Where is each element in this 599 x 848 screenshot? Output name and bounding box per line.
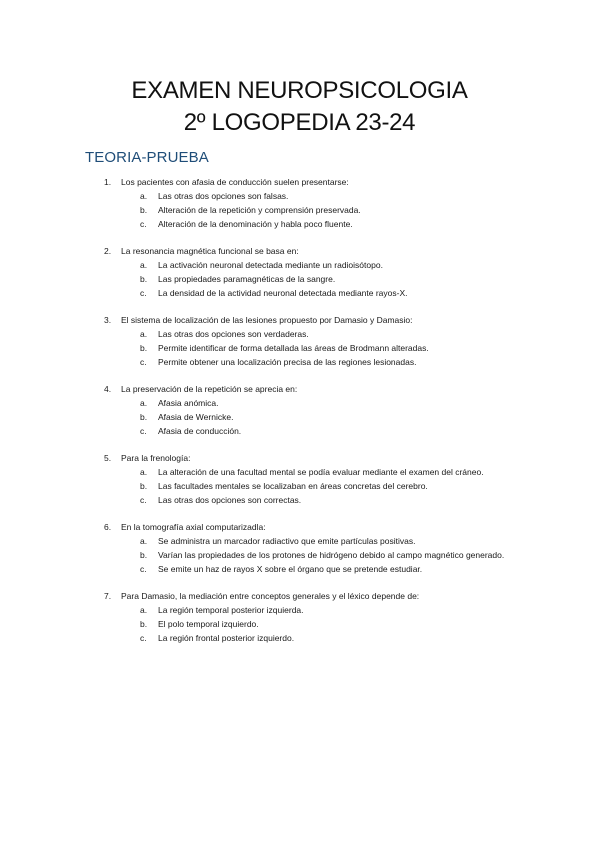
option-text: Varían las propiedades de los protones de hidrógeno debido al campo magnético generado. [158,550,505,560]
option-item [0,465,599,479]
option-list [0,534,599,576]
option-item [0,341,599,355]
question-text: Para Damasio, la mediación entre conceptos generales y el léxico depende de: [121,591,420,601]
question-number: 3. [104,315,112,325]
question-text: La preservación de la repetición se aprecia en: [121,384,298,394]
question-list [0,175,599,658]
option-item [0,631,599,645]
option-text: Se emite un haz de rayos X sobre el órgano que se pretende estudiar. [158,564,423,574]
option-list [0,327,599,369]
question-text: Para la frenología: [121,453,191,463]
question-item [0,244,599,300]
question-item [0,175,599,231]
question-item [0,520,599,576]
option-letter: a. [140,536,148,546]
question-item [0,313,599,369]
question-number: 2. [104,246,112,256]
option-item [0,562,599,576]
question-text: La resonancia magnética funcional se basa en: [121,246,299,256]
question-stem [0,451,599,465]
question-stem [0,589,599,603]
option-letter: b. [140,205,148,215]
option-item [0,603,599,617]
section-heading: TEORIA-PRUEBA [85,149,209,166]
option-letter: c. [140,219,147,229]
option-item [0,258,599,272]
question-item [0,589,599,645]
option-item [0,355,599,369]
question-stem [0,520,599,534]
option-text: La densidad de la actividad neuronal detectada mediante rayos-X. [158,288,408,298]
option-list [0,258,599,300]
option-list [0,465,599,507]
option-letter: c. [140,357,147,367]
option-letter: c. [140,426,147,436]
question-stem [0,382,599,396]
option-letter: a. [140,329,148,339]
option-text: Alteración de la repetición y comprensión preservada. [158,205,361,215]
option-item [0,396,599,410]
question-stem [0,244,599,258]
option-item [0,189,599,203]
option-item [0,548,599,562]
option-letter: a. [140,191,148,201]
option-list [0,603,599,645]
option-letter: a. [140,260,148,270]
option-letter: b. [140,550,148,560]
option-text: Las propiedades paramagnéticas de la sangre. [158,274,336,284]
question-item [0,451,599,507]
option-text: Las otras dos opciones son falsas. [158,191,289,201]
option-letter: a. [140,467,148,477]
option-item [0,617,599,631]
option-letter: c. [140,633,147,643]
question-stem [0,175,599,189]
option-text: Se administra un marcador radiactivo que emite partículas positivas. [158,536,416,546]
option-item [0,203,599,217]
option-letter: c. [140,564,147,574]
option-text: La alteración de una facultad mental se podía evaluar mediante el examen del cráneo. [158,467,484,477]
option-text: La activación neuronal detectada mediante un radioisótopo. [158,260,383,270]
option-letter: b. [140,274,148,284]
option-text: Las otras dos opciones son correctas. [158,495,302,505]
option-letter: a. [140,398,148,408]
option-letter: c. [140,288,147,298]
option-item [0,327,599,341]
option-text: Las otras dos opciones son verdaderas. [158,329,309,339]
option-letter: a. [140,605,148,615]
question-number: 1. [104,177,112,187]
option-text: El polo temporal izquierdo. [158,619,259,629]
option-text: Permite obtener una localización precisa de las regiones lesionadas. [158,357,417,367]
question-text: Los pacientes con afasia de conducción suelen presentarse: [121,177,349,187]
option-item [0,424,599,438]
option-text: Afasia anómica. [158,398,219,408]
title-line-1: EXAMEN NEUROPSICOLOGIA [131,77,468,104]
option-text: Alteración de la denominación y habla poco fluente. [158,219,353,229]
option-item [0,272,599,286]
option-text: Afasia de Wernicke. [158,412,234,422]
question-item [0,382,599,438]
option-text: La región frontal posterior izquierdo. [158,633,295,643]
option-list [0,396,599,438]
question-number: 6. [104,522,112,532]
option-item [0,217,599,231]
option-letter: b. [140,619,148,629]
question-text: El sistema de localización de las lesiones propuesto por Damasio y Damasio: [121,315,413,325]
option-item [0,410,599,424]
question-number: 4. [104,384,112,394]
question-text: En la tomografía axial computarizadla: [121,522,266,532]
option-text: Las facultades mentales se localizaban en áreas concretas del cerebro. [158,481,428,491]
question-stem [0,313,599,327]
title-line-2: 2º LOGOPEDIA 23-24 [183,109,416,136]
option-text: Permite identificar de forma detallada las áreas de Brodmann alteradas. [158,343,429,353]
question-number: 7. [104,591,112,601]
option-letter: b. [140,412,148,422]
question-number: 5. [104,453,112,463]
option-item [0,479,599,493]
option-text: La región temporal posterior izquierda. [158,605,304,615]
option-letter: c. [140,495,147,505]
document-title [0,75,599,139]
option-letter: b. [140,343,148,353]
option-item [0,493,599,507]
option-item [0,534,599,548]
option-text: Afasia de conducción. [158,426,242,436]
option-letter: b. [140,481,148,491]
option-list [0,189,599,231]
option-item [0,286,599,300]
